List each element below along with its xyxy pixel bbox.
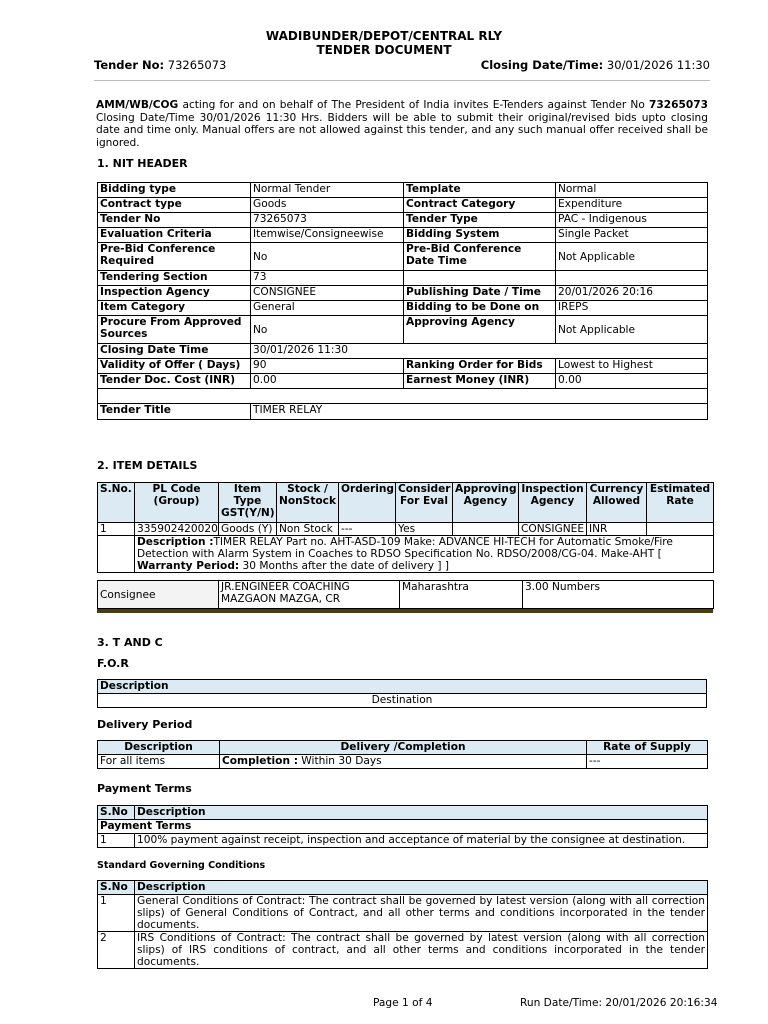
item-cell: INR — [587, 523, 647, 536]
tender-no-value: 73265073 — [167, 58, 227, 72]
nit-value: Single Packet — [556, 228, 708, 243]
warranty-text: 30 Months after the date of delivery ] ] — [239, 560, 450, 572]
nit-value: Normal Tender — [251, 183, 404, 198]
nit-label: Publishing Date / Time — [404, 286, 556, 301]
payment-col-description: Description — [135, 806, 708, 820]
nit-label: Closing Date Time — [98, 344, 251, 359]
items-col-header: Approving Agency — [453, 483, 519, 523]
nit-value: 73265073 — [251, 213, 404, 228]
item-cell: Non Stock — [277, 523, 339, 536]
consignee-name: JR.ENGINEER COACHING MAZGAON MAZGA, CR — [219, 581, 400, 609]
nit-label: Approving Agency — [404, 316, 556, 344]
items-col-header: Estimated Rate — [647, 483, 714, 523]
nit-label — [404, 271, 556, 286]
items-heading: 2. ITEM DETAILS — [97, 459, 198, 472]
nit-label: Procure From Approved Sources — [98, 316, 251, 344]
for-heading: F.O.R — [97, 657, 129, 670]
nit-label: Template — [404, 183, 556, 198]
item-cell: 335902420020 — [135, 523, 219, 536]
nit-value: 0.00 — [556, 374, 708, 389]
nit-value: Lowest to Highest — [556, 359, 708, 374]
delivery-col-completion: Delivery /Completion — [220, 741, 587, 755]
nit-label: Tender No — [98, 213, 251, 228]
nit-value: No — [251, 243, 404, 271]
for-col-description: Description — [98, 680, 707, 694]
delivery-desc: For all items — [98, 755, 220, 769]
nit-value: CONSIGNEE — [251, 286, 404, 301]
closing-datetime — [481, 58, 710, 72]
items-col-header: Ordering — [339, 483, 396, 523]
items-col-header: Inspection Agency — [519, 483, 587, 523]
nit-value: Normal — [556, 183, 708, 198]
nit-row — [98, 228, 708, 243]
warranty-label: Warranty Period: — [137, 560, 240, 572]
delivery-heading: Delivery Period — [97, 718, 193, 731]
for-table — [97, 679, 707, 708]
nit-value: PAC - Indigenous — [556, 213, 708, 228]
nit-label: Tendering Section — [98, 271, 251, 286]
nit-label: Inspection Agency — [98, 286, 251, 301]
completion-value: Within 30 Days — [297, 755, 382, 767]
intro-agency: AMM/WB/COG — [96, 99, 179, 111]
nit-value: 0.00 — [251, 374, 404, 389]
nit-label: Item Category — [98, 301, 251, 316]
item-cell: Yes — [396, 523, 453, 536]
nit-row — [98, 301, 708, 316]
nit-label: Tender Type — [404, 213, 556, 228]
consignee-qty: 3.00 Numbers — [523, 581, 714, 609]
intro-tender-no: 73265073 — [649, 99, 708, 111]
nit-row — [98, 359, 708, 374]
tender-title-value: TIMER RELAY — [251, 404, 708, 420]
doc-title: TENDER DOCUMENT — [316, 43, 452, 57]
item-cell: Goods (Y) — [219, 523, 277, 536]
intro-text1: acting for and on behalf of The President of India invites E-Tenders against Tender No — [178, 99, 650, 111]
nit-value: 20/01/2026 20:16 — [556, 286, 708, 301]
nit-value: No — [251, 316, 404, 344]
nit-row — [98, 213, 708, 228]
for-value: Destination — [98, 694, 707, 708]
tandc-heading: 3. T AND C — [97, 636, 163, 649]
nit-label: Contract Category — [404, 198, 556, 213]
sgc-sno-1: 1 — [98, 895, 135, 932]
nit-label: Contract type — [98, 198, 251, 213]
page-number: Page 1 of 4 — [373, 997, 433, 1009]
tender-no — [94, 58, 226, 72]
nit-label: Pre-Bid Conference Required — [98, 243, 251, 271]
nit-spacer-row — [98, 389, 708, 404]
nit-value: 30/01/2026 11:30 — [251, 344, 708, 359]
nit-value: 73 — [251, 271, 404, 286]
payment-col-sno: S.No — [98, 806, 135, 820]
nit-row — [98, 243, 708, 271]
delivery-table — [97, 740, 708, 769]
delivery-col-rate: Rate of Supply — [587, 741, 708, 755]
intro-paragraph — [96, 99, 708, 149]
item-desc-label: Description : — [137, 536, 214, 548]
sgc-text-1: General Conditions of Contract: The contract shall be governed by latest version (along with all correction slips) of General Conditions of Contract, and all other terms and conditions incorporated in the tender documents. — [135, 895, 708, 932]
tender-title-row — [98, 404, 708, 420]
nit-value — [556, 271, 708, 286]
nit-label: Ranking Order for Bids — [404, 359, 556, 374]
payment-sno: 1 — [98, 834, 135, 848]
sgc-sno-2: 2 — [98, 932, 135, 969]
nit-label: Evaluation Criteria — [98, 228, 251, 243]
nit-row — [98, 286, 708, 301]
items-col-header: S.No. — [98, 483, 135, 523]
nit-value: General — [251, 301, 404, 316]
nit-value: Not Applicable — [556, 316, 708, 344]
nit-table — [97, 182, 708, 420]
item-cell: CONSIGNEE — [519, 523, 587, 536]
items-col-header: Item Type GST(Y/N) — [219, 483, 277, 523]
delivery-col-description: Description — [98, 741, 220, 755]
items-col-header: Stock / NonStock — [277, 483, 339, 523]
nit-label: Pre-Bid Conference Date Time — [404, 243, 556, 271]
payment-group: Payment Terms — [98, 820, 708, 834]
header-divider — [94, 80, 710, 81]
nit-label: Bidding System — [404, 228, 556, 243]
item-cell — [453, 523, 519, 536]
item-row — [98, 523, 714, 536]
nit-label: Validity of Offer ( Days) — [98, 359, 251, 374]
nit-label: Earnest Money (INR) — [404, 374, 556, 389]
tender-title-label: Tender Title — [98, 404, 251, 420]
nit-row — [98, 198, 708, 213]
nit-value: Goods — [251, 198, 404, 213]
items-col-header: Currency Allowed — [587, 483, 647, 523]
nit-value: Not Applicable — [556, 243, 708, 271]
tender-no-label: Tender No: — [94, 58, 165, 72]
nit-label: Bidding to be Done on — [404, 301, 556, 316]
nit-row — [98, 271, 708, 286]
item-cell: 1 — [98, 523, 135, 536]
sgc-col-description: Description — [135, 881, 708, 895]
nit-row — [98, 316, 708, 344]
sgc-heading: Standard Governing Conditions — [97, 860, 266, 871]
items-col-header: PL Code (Group) — [135, 483, 219, 523]
nit-value: 90 — [251, 359, 404, 374]
nit-label: Bidding type — [98, 183, 251, 198]
payment-heading: Payment Terms — [97, 782, 192, 795]
payment-text: 100% payment against receipt, inspection and acceptance of material by the consignee at destination. — [135, 834, 708, 848]
item-description — [135, 536, 714, 573]
item-desc-text: TIMER RELAY Part no. AHT-ASD-109 Make: ADVANCE HI-TECH for Automatic Smoke/Fire Detection with Alarm System in Coaches to RDSO Specification No. RDSO/2008/CG-04. Make-AHT [ — [137, 536, 673, 560]
completion-label: Completion : — [222, 755, 298, 767]
sgc-table — [97, 880, 708, 969]
items-table — [97, 482, 714, 573]
nit-spacer — [98, 389, 708, 404]
sgc-col-sno: S.No — [98, 881, 135, 895]
closing-label: Closing Date/Time: — [480, 58, 604, 72]
run-datetime: Run Date/Time: 20/01/2026 20:16:34 — [520, 997, 718, 1009]
item-cell — [647, 523, 714, 536]
org-title: WADIBUNDER/DEPOT/CENTRAL RLY — [265, 29, 503, 43]
nit-row — [98, 344, 708, 359]
delivery-rate: --- — [587, 755, 708, 769]
delivery-completion — [220, 755, 587, 769]
items-end-bar — [97, 609, 713, 613]
payment-table — [97, 805, 708, 848]
nit-label: Tender Doc. Cost (INR) — [98, 374, 251, 389]
consignee-label: Consignee — [98, 581, 219, 609]
consignee-table — [97, 580, 714, 609]
nit-heading: 1. NIT HEADER — [97, 157, 188, 170]
items-col-header: Consider For Eval — [396, 483, 453, 523]
nit-value: Itemwise/Consigneewise — [251, 228, 404, 243]
consignee-state: Maharashtra — [400, 581, 523, 609]
sgc-text-2: IRS Conditions of Contract: The contract shall be governed by latest version (along with all correction slips) of IRS conditions of contract, and all other terms and conditions incorporated in the tender documents. — [135, 932, 708, 969]
nit-value: IREPS — [556, 301, 708, 316]
intro-text2: Closing Date/Time 30/01/2026 11:30 Hrs. Bidders will be able to submit their original/revised bids upto closing date and time only. Manual offers are not allowed against this tender, and any such manual offer received shall be ignored. — [96, 111, 708, 149]
nit-row — [98, 183, 708, 198]
nit-value: Expenditure — [556, 198, 708, 213]
closing-value: 30/01/2026 11:30 — [606, 58, 710, 72]
item-cell: --- — [339, 523, 396, 536]
nit-row — [98, 374, 708, 389]
